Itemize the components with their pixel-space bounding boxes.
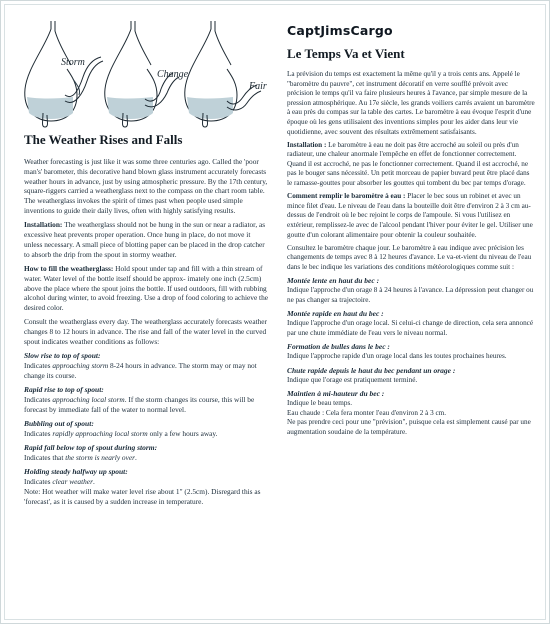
french-column bbox=[287, 23, 535, 441]
french-condition-heading: Maintien à mi-hauteur du bec : bbox=[287, 389, 385, 399]
english-installation bbox=[24, 220, 269, 259]
english-title: The Weather Rises and Falls bbox=[24, 132, 183, 147]
english-column bbox=[24, 132, 269, 511]
french-consult: Consultez le baromètre chaque jour. Le baromètre à eau indique avec précision les changements de temps avec 8 à 12 heures d'avance. Le va-et-vient du niveau de l'eau dans le bec indique les variations des conditions météorologiques comme suit : bbox=[287, 243, 532, 271]
installation-label: Installation: bbox=[24, 220, 63, 230]
condition-text: Indicates that the storm is nearly over. bbox=[24, 453, 137, 463]
condition-heading: Rapid fall below top of spout during storm: bbox=[24, 443, 158, 453]
condition-text: Indicates rapidly approaching local storm only a few hours away. bbox=[24, 428, 218, 438]
french-fill: Comment remplir le baromètre à eau : Placer le bec sous un robinet et avec un mince filet d'eau. Le niveau de l'eau dans la bouteille doit être d'environ 2 à 3 cm au-dessus de l'endroit où le bec rejoint le corps de l'ampoule. Si vous l'utilisez en extérieur, remplissez-le avec de l'alcool pendant l'hiver pour éviter le gel. Utiliser une goutte d'un colorant alimentaire pour obtenir la couleur souhaitée. bbox=[287, 192, 533, 239]
label-storm: Storm bbox=[61, 57, 85, 68]
french-condition-heading: Montée rapide en haut du bec : bbox=[287, 309, 384, 319]
label-fair: Fair bbox=[249, 81, 267, 92]
weatherglass-storm bbox=[25, 21, 103, 127]
french-condition-text: Indique l'approche d'un orage 8 à 24 heures à l'avance. La dépression peut changer ou ne pas changer sa trajectoire. bbox=[287, 286, 534, 304]
french-condition-text: Indique que l'orage est pratiquement terminé. bbox=[287, 375, 418, 384]
english-note: Note: Hot weather will make water level rise about 1" (2.5cm). Disregard this as 'forecast', as it is caused by a sudden increase in temperature. bbox=[24, 486, 261, 506]
french-condition-heading: Chute rapide depuis le haut du bec pendant un orage : bbox=[287, 365, 456, 375]
french-condition-text: Indique l'approche rapide d'un orage local dans les toutes prochaines heures. bbox=[287, 352, 507, 361]
english-intro: Weather forecasting is just like it was some three centuries ago. Called the 'poor man's' barometer, this decorative hand blown glass instrument accurately forecasts weather hours in advance, just by using atmospheric pressure. By the 17th century, square-riggers carried a weatherglass next to the compass on the chart room table. The weatherglass invokes the spirit of times past when people used simple inventions to guide their daily lives, often with highly satisfying results. bbox=[24, 157, 268, 215]
english-fill bbox=[24, 264, 269, 313]
weatherglass-fair bbox=[185, 21, 261, 127]
french-note: Eau chaude : Cela fera monter l'eau d'environ 2 à 3 cm. bbox=[287, 408, 447, 417]
fill-text: Hold spout under tap and fill with a thin stream of water. Water level of the bottle itself should be approx- imately one inch (2.5cm) above the place where the spout joins the bottle. If used outdoors, fill with rubbing alcohol during winter, to avoid freezing. Use a drop of food coloring to achieve the desired color. bbox=[24, 263, 269, 313]
french-note: Ne pas prendre ceci pour une "prévision", puisque cela est simplement causé par une augmentation soudaine de la température. bbox=[287, 418, 531, 436]
english-consult: Consult the weatherglass every day. The weatherglass accurately forecasts weather changes 8 to 12 hours in advance. The rise and fall of the water level in the curved spout indicates weather conditions as follows: bbox=[24, 317, 267, 347]
condition-text: Indicates clear weather. bbox=[24, 477, 95, 487]
brand-logo: CaptJimsCargo bbox=[287, 23, 393, 38]
french-condition-text: Indique l'approche d'un orage local. Si celui-ci change de direction, cela sera annoncé par une chute immédiate de l'eau vers le niveau normal. bbox=[287, 319, 534, 337]
condition-heading: Rapid rise to top of spout: bbox=[24, 385, 104, 395]
french-condition-heading: Formation de bulles dans le bec : bbox=[287, 342, 390, 352]
weatherglass-illustration bbox=[21, 17, 271, 129]
fill-label: How to fill the weatherglass: bbox=[24, 263, 114, 273]
condition-text: Indicates approaching storm 8-24 hours in advance. The storm may or may not change its course. bbox=[24, 361, 257, 380]
french-installation: Installation : Le baromètre à eau ne doit pas être accroché au soleil ou près d'un radiateur, une chaleur anormale l'empêche en effet de fonctionner correctement. Quand il est accroché, ne pas le fonctionner correctement. Quand il est accroché, ne pas le bouger sans nécessité. Un petit morceau de papier buvard peut être placé dans le ramasse-gouttes pour absorber les gouttes qui tombent du bec par temps d'orage. bbox=[287, 140, 530, 188]
french-condition-heading: Montée lente en haut du bec : bbox=[287, 276, 380, 286]
french-intro: La prévision du temps est exactement la même qu'il y a trois cents ans. Appelé le "baromètre du pauvre", cet instrument décoratif en verre soufflé prévoit avec précision le temps qu'il va faire plusieurs heures à l'avance, par simple mesure de la pression atmosphérique. Au 17e siècle, les grands voiliers carrés avaient un baromètre à eau près du compas sur la table des cartes. Le baromètre à eau évoque l'esprit d'une époque où les gens utilisaient des inventions simples pour les aider dans leur vie quotidienne, avec souvent des résultats extrêmement satisfaisants. bbox=[287, 70, 535, 136]
condition-heading: Slow rise to top of spout: bbox=[24, 351, 101, 361]
condition-heading: Holding steady halfway up spout: bbox=[24, 467, 128, 477]
condition-text: Indicates approaching local storm. If the storm changes its course, this will be forecast by immediate fall of the water to normal level. bbox=[24, 395, 255, 414]
french-title: Le Temps Va et Vient bbox=[287, 46, 405, 61]
condition-heading: Bubbling out of spout: bbox=[24, 419, 94, 429]
french-condition-text: Indique le beau temps. bbox=[287, 398, 353, 407]
installation-text: The weatherglass should not be hung in the sun or near a radiator, as excessive heat prevents proper operation. Once hung in place, do not move it unless necessary. A small piece of blotting paper can be placed in the drop catcher to absorb the drip from the spout in stormy weather. bbox=[24, 220, 266, 259]
label-change: Change bbox=[157, 69, 189, 80]
